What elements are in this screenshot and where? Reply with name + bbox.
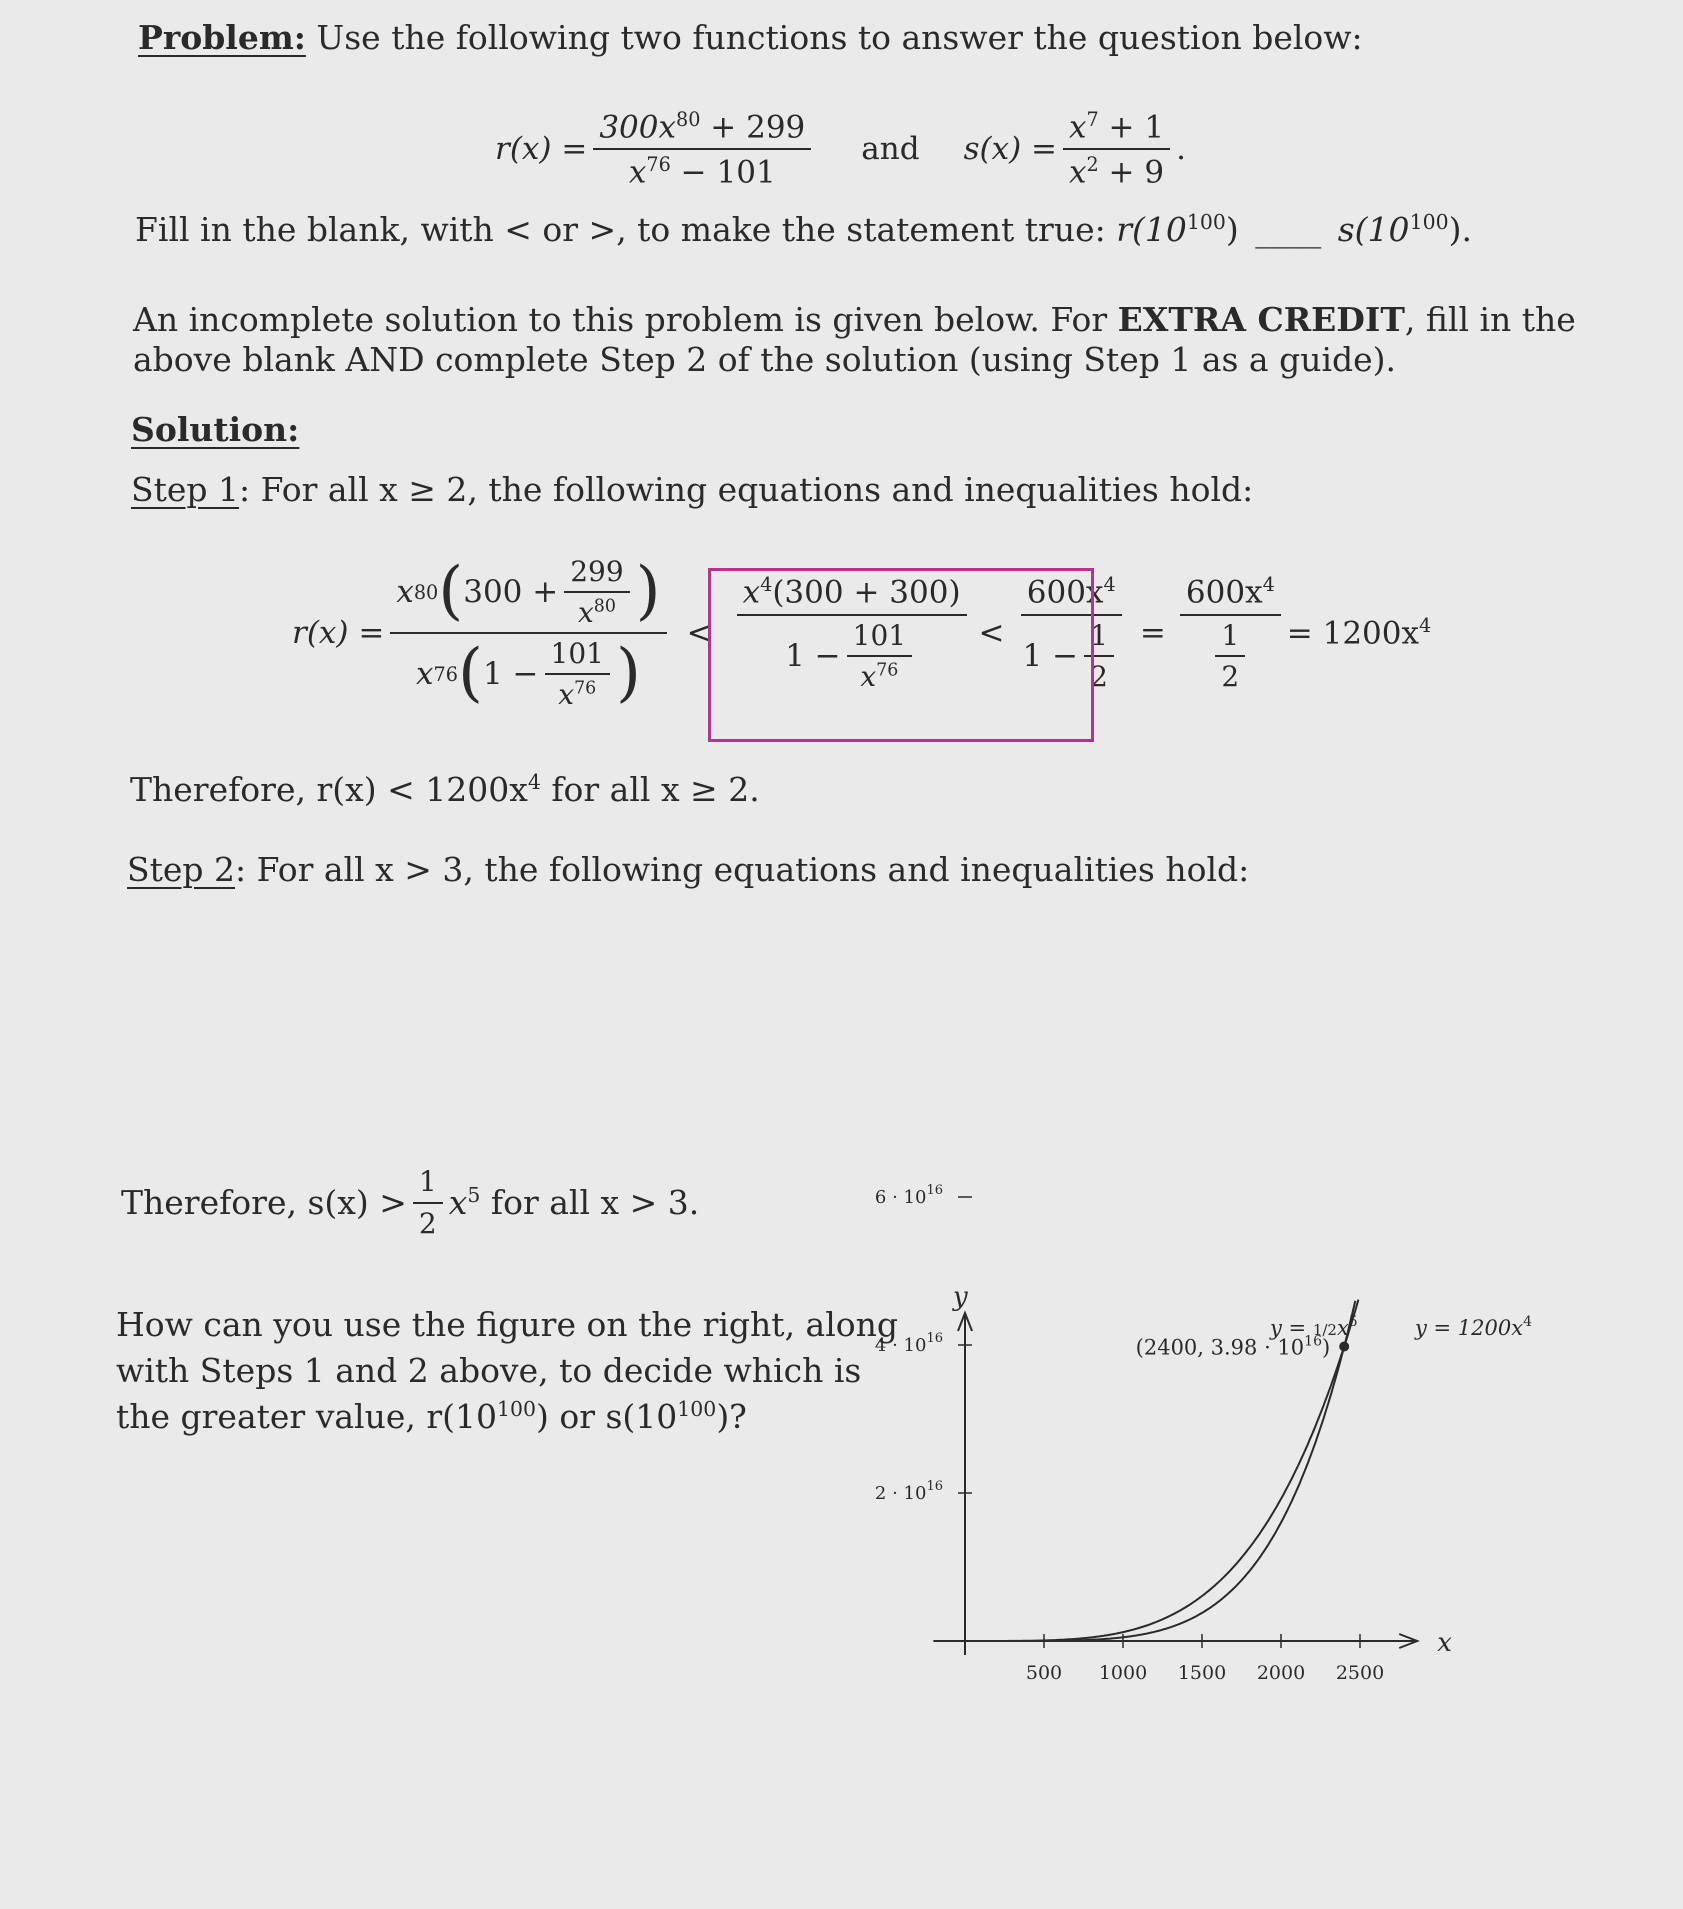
step1-main-fraction bbox=[390, 555, 666, 711]
label-half-x5-text: y = bbox=[1270, 1316, 1313, 1340]
extra-credit-label: EXTRA CREDIT bbox=[1117, 300, 1405, 339]
d-den-den: 2 bbox=[1221, 659, 1240, 693]
step2-text: : For all x > 3, the following equations and inequalities hold: bbox=[235, 850, 1250, 889]
eq2-exp: 4 bbox=[1419, 614, 1432, 638]
label-1200x4 bbox=[1414, 1314, 1532, 1340]
extra-line1-a: An incomplete solution to this problem is given below. For bbox=[133, 300, 1118, 339]
therefore2-den: 2 bbox=[418, 1206, 437, 1240]
y-tick-label: $4 \cdot 10^{16}$ bbox=[874, 1331, 943, 1356]
step1-line bbox=[131, 470, 1253, 510]
d-num: 600x bbox=[1185, 574, 1263, 611]
fill-r-exp: 100 bbox=[1186, 210, 1226, 234]
y-tick-exp: 16 bbox=[926, 1183, 943, 1198]
function-definitions bbox=[495, 108, 1186, 191]
lt2: < bbox=[978, 615, 1005, 651]
problem-intro: Use the following two functions to answer the question below: bbox=[316, 18, 1363, 57]
intersection-label-exp: 16 bbox=[1304, 1333, 1322, 1350]
x80-base: x bbox=[396, 574, 414, 610]
paren-open-2: ( bbox=[457, 636, 483, 711]
r-den-tail: − 101 bbox=[670, 154, 776, 191]
c-den-a: 1 − bbox=[1022, 637, 1079, 674]
y-tick-label: $6 \cdot 10^{16}$ bbox=[874, 1183, 943, 1208]
x-tick-label: 2500 bbox=[1335, 1662, 1385, 1684]
fill-blank[interactable]: ____ bbox=[1255, 210, 1322, 249]
x-tick-label: 1000 bbox=[1098, 1662, 1148, 1684]
therefore1-exp: 4 bbox=[527, 770, 541, 794]
fill-s: s(10 bbox=[1337, 210, 1410, 249]
n299: 299 bbox=[564, 555, 629, 593]
therefore1-a: Therefore, r(x) < 1200x bbox=[130, 770, 528, 809]
y-tick-exp: 16 bbox=[926, 1331, 943, 1346]
c-num-exp: 4 bbox=[1103, 573, 1116, 597]
therefore2-num: 1 bbox=[413, 1165, 443, 1204]
x-axis-label: x bbox=[1437, 1628, 1452, 1658]
fill-r-close: ) bbox=[1225, 210, 1239, 249]
dx80: x bbox=[578, 596, 594, 629]
q3-a: the greater value, r(10 bbox=[116, 1397, 497, 1436]
x80-exp: 80 bbox=[413, 580, 439, 604]
therefore1-b: for all x ≥ 2. bbox=[540, 770, 760, 809]
eq1: = bbox=[1139, 615, 1166, 651]
s-fraction bbox=[1063, 108, 1170, 191]
d-num-exp: 4 bbox=[1262, 573, 1275, 597]
q3-c: )? bbox=[716, 1397, 747, 1436]
paren-open: ( bbox=[438, 554, 464, 629]
solution-label: Solution: bbox=[131, 410, 300, 449]
s-den: x bbox=[1069, 154, 1087, 191]
extra-credit-line-2: above blank AND complete Step 2 of the solution (using Step 1 as a guide). bbox=[133, 340, 1397, 379]
lt1: < bbox=[686, 615, 713, 651]
s-period: . bbox=[1176, 131, 1186, 168]
d-den-num: 1 bbox=[1215, 619, 1245, 657]
r-fraction bbox=[593, 108, 811, 191]
x76-exp: 76 bbox=[433, 662, 458, 686]
step2-label: Step 2 bbox=[127, 850, 236, 889]
r-lhs: r(x) = bbox=[495, 131, 588, 168]
intersection-label-end: ) bbox=[1321, 1335, 1331, 1360]
problem-label: Problem: bbox=[138, 18, 306, 57]
c-den-num: 1 bbox=[1084, 619, 1114, 657]
label-half-x5-x: x bbox=[1336, 1316, 1349, 1340]
eq2: = 1200x bbox=[1286, 615, 1419, 652]
r-num-tail: + 299 bbox=[700, 109, 806, 146]
fill-s-end: ). bbox=[1448, 210, 1472, 249]
s-num-tail: + 1 bbox=[1098, 109, 1165, 146]
question-line-2: with Steps 1 and 2 above, to decide which is bbox=[116, 1351, 862, 1390]
fill-s-exp: 100 bbox=[1409, 210, 1449, 234]
label-half-x5-exp: 5 bbox=[1348, 1314, 1358, 1330]
frac-299 bbox=[564, 555, 629, 629]
extra-credit-line-1 bbox=[133, 300, 1576, 340]
label-1200x4-exp: 4 bbox=[1523, 1314, 1533, 1330]
s-num-exp: 7 bbox=[1086, 108, 1099, 131]
step1-lhs: r(x) = bbox=[292, 615, 385, 651]
step2-line bbox=[127, 850, 1249, 890]
r-num-exp: 80 bbox=[675, 108, 701, 131]
step1-label: Step 1 bbox=[131, 470, 240, 509]
b-den-a: 1 − bbox=[785, 637, 841, 674]
s-lhs: s(x) = bbox=[963, 131, 1057, 168]
q3-exp2: 100 bbox=[677, 1397, 717, 1421]
de76: 76 bbox=[574, 678, 597, 699]
step1-text: : For all x ≥ 2, the following equations and inequalities hold: bbox=[239, 470, 1254, 509]
s-den-exp: 2 bbox=[1086, 153, 1099, 177]
fill-text: Fill in the blank, with < or >, to make the statement true: bbox=[135, 210, 1117, 249]
intersection-point bbox=[1339, 1341, 1349, 1351]
b-num-exp: 4 bbox=[760, 573, 773, 597]
b-den-x: x bbox=[860, 659, 877, 693]
y-axis-label: y bbox=[953, 1282, 968, 1312]
r-den: x bbox=[628, 154, 647, 191]
therefore2-b: for all x > 3. bbox=[480, 1182, 700, 1222]
x76-base: x bbox=[416, 656, 434, 692]
x-tick-label: 2000 bbox=[1256, 1662, 1306, 1684]
y-tick-exp: 16 bbox=[926, 1479, 943, 1494]
fill-in-statement bbox=[135, 210, 1472, 250]
label-half-x5-frac: 1/2 bbox=[1312, 1321, 1337, 1339]
label-1200x4-text: y = 1200x bbox=[1415, 1316, 1524, 1340]
growth-chart bbox=[850, 1183, 1570, 1705]
and-word: and bbox=[861, 131, 920, 168]
de80: 80 bbox=[593, 596, 616, 617]
y-tick-label: $2 \cdot 10^{16}$ bbox=[874, 1479, 943, 1504]
b-num-tail: (300 + 300) bbox=[772, 574, 961, 611]
extra-line1-c: , fill in the bbox=[1404, 300, 1576, 339]
c-den-den: 2 bbox=[1090, 659, 1108, 693]
one-minus: 1 − bbox=[482, 656, 539, 692]
q3-b: ) or s(10 bbox=[535, 1397, 678, 1436]
label-half-x5 bbox=[1269, 1314, 1358, 1340]
therefore-1 bbox=[130, 770, 760, 810]
therefore2-x: x bbox=[448, 1182, 468, 1222]
paren-close-2: ) bbox=[615, 636, 641, 711]
c-num: 600x bbox=[1026, 574, 1104, 611]
x-tick-label: 1500 bbox=[1177, 1662, 1227, 1684]
n101: 101 bbox=[545, 637, 610, 675]
intersection-label: (2400, $3.98 \cdot 10^{16}$) bbox=[1135, 1333, 1331, 1360]
p300: 300 + bbox=[463, 574, 559, 610]
question-line-1: How can you use the figure on the right, along bbox=[116, 1305, 899, 1344]
s-den-tail: + 9 bbox=[1098, 154, 1165, 191]
b-den-num: 101 bbox=[847, 619, 912, 657]
r-num: 300x bbox=[599, 109, 676, 146]
question-line-3 bbox=[116, 1397, 747, 1437]
problem-intro-line bbox=[138, 18, 1363, 58]
d-den-fraction bbox=[1215, 619, 1245, 693]
r-den-exp: 76 bbox=[646, 153, 671, 177]
therefore2-exp: 5 bbox=[467, 1182, 481, 1207]
s-num: x bbox=[1069, 109, 1087, 146]
x-tick-label: 500 bbox=[1025, 1662, 1063, 1684]
frac-101 bbox=[545, 637, 610, 711]
therefore-2 bbox=[121, 1165, 699, 1240]
b-den-exp: 76 bbox=[876, 660, 899, 681]
therefore2-a: Therefore, s(x) > bbox=[121, 1182, 407, 1222]
pink-highlight-box bbox=[708, 568, 1094, 742]
therefore2-fraction bbox=[413, 1165, 443, 1240]
b-num: x bbox=[742, 574, 761, 611]
q3-exp1: 100 bbox=[496, 1397, 536, 1421]
dx76: x bbox=[558, 678, 575, 711]
paren-close: ) bbox=[635, 554, 661, 629]
fraction-600-half bbox=[1180, 573, 1281, 692]
fill-r: r(10 bbox=[1116, 210, 1187, 249]
